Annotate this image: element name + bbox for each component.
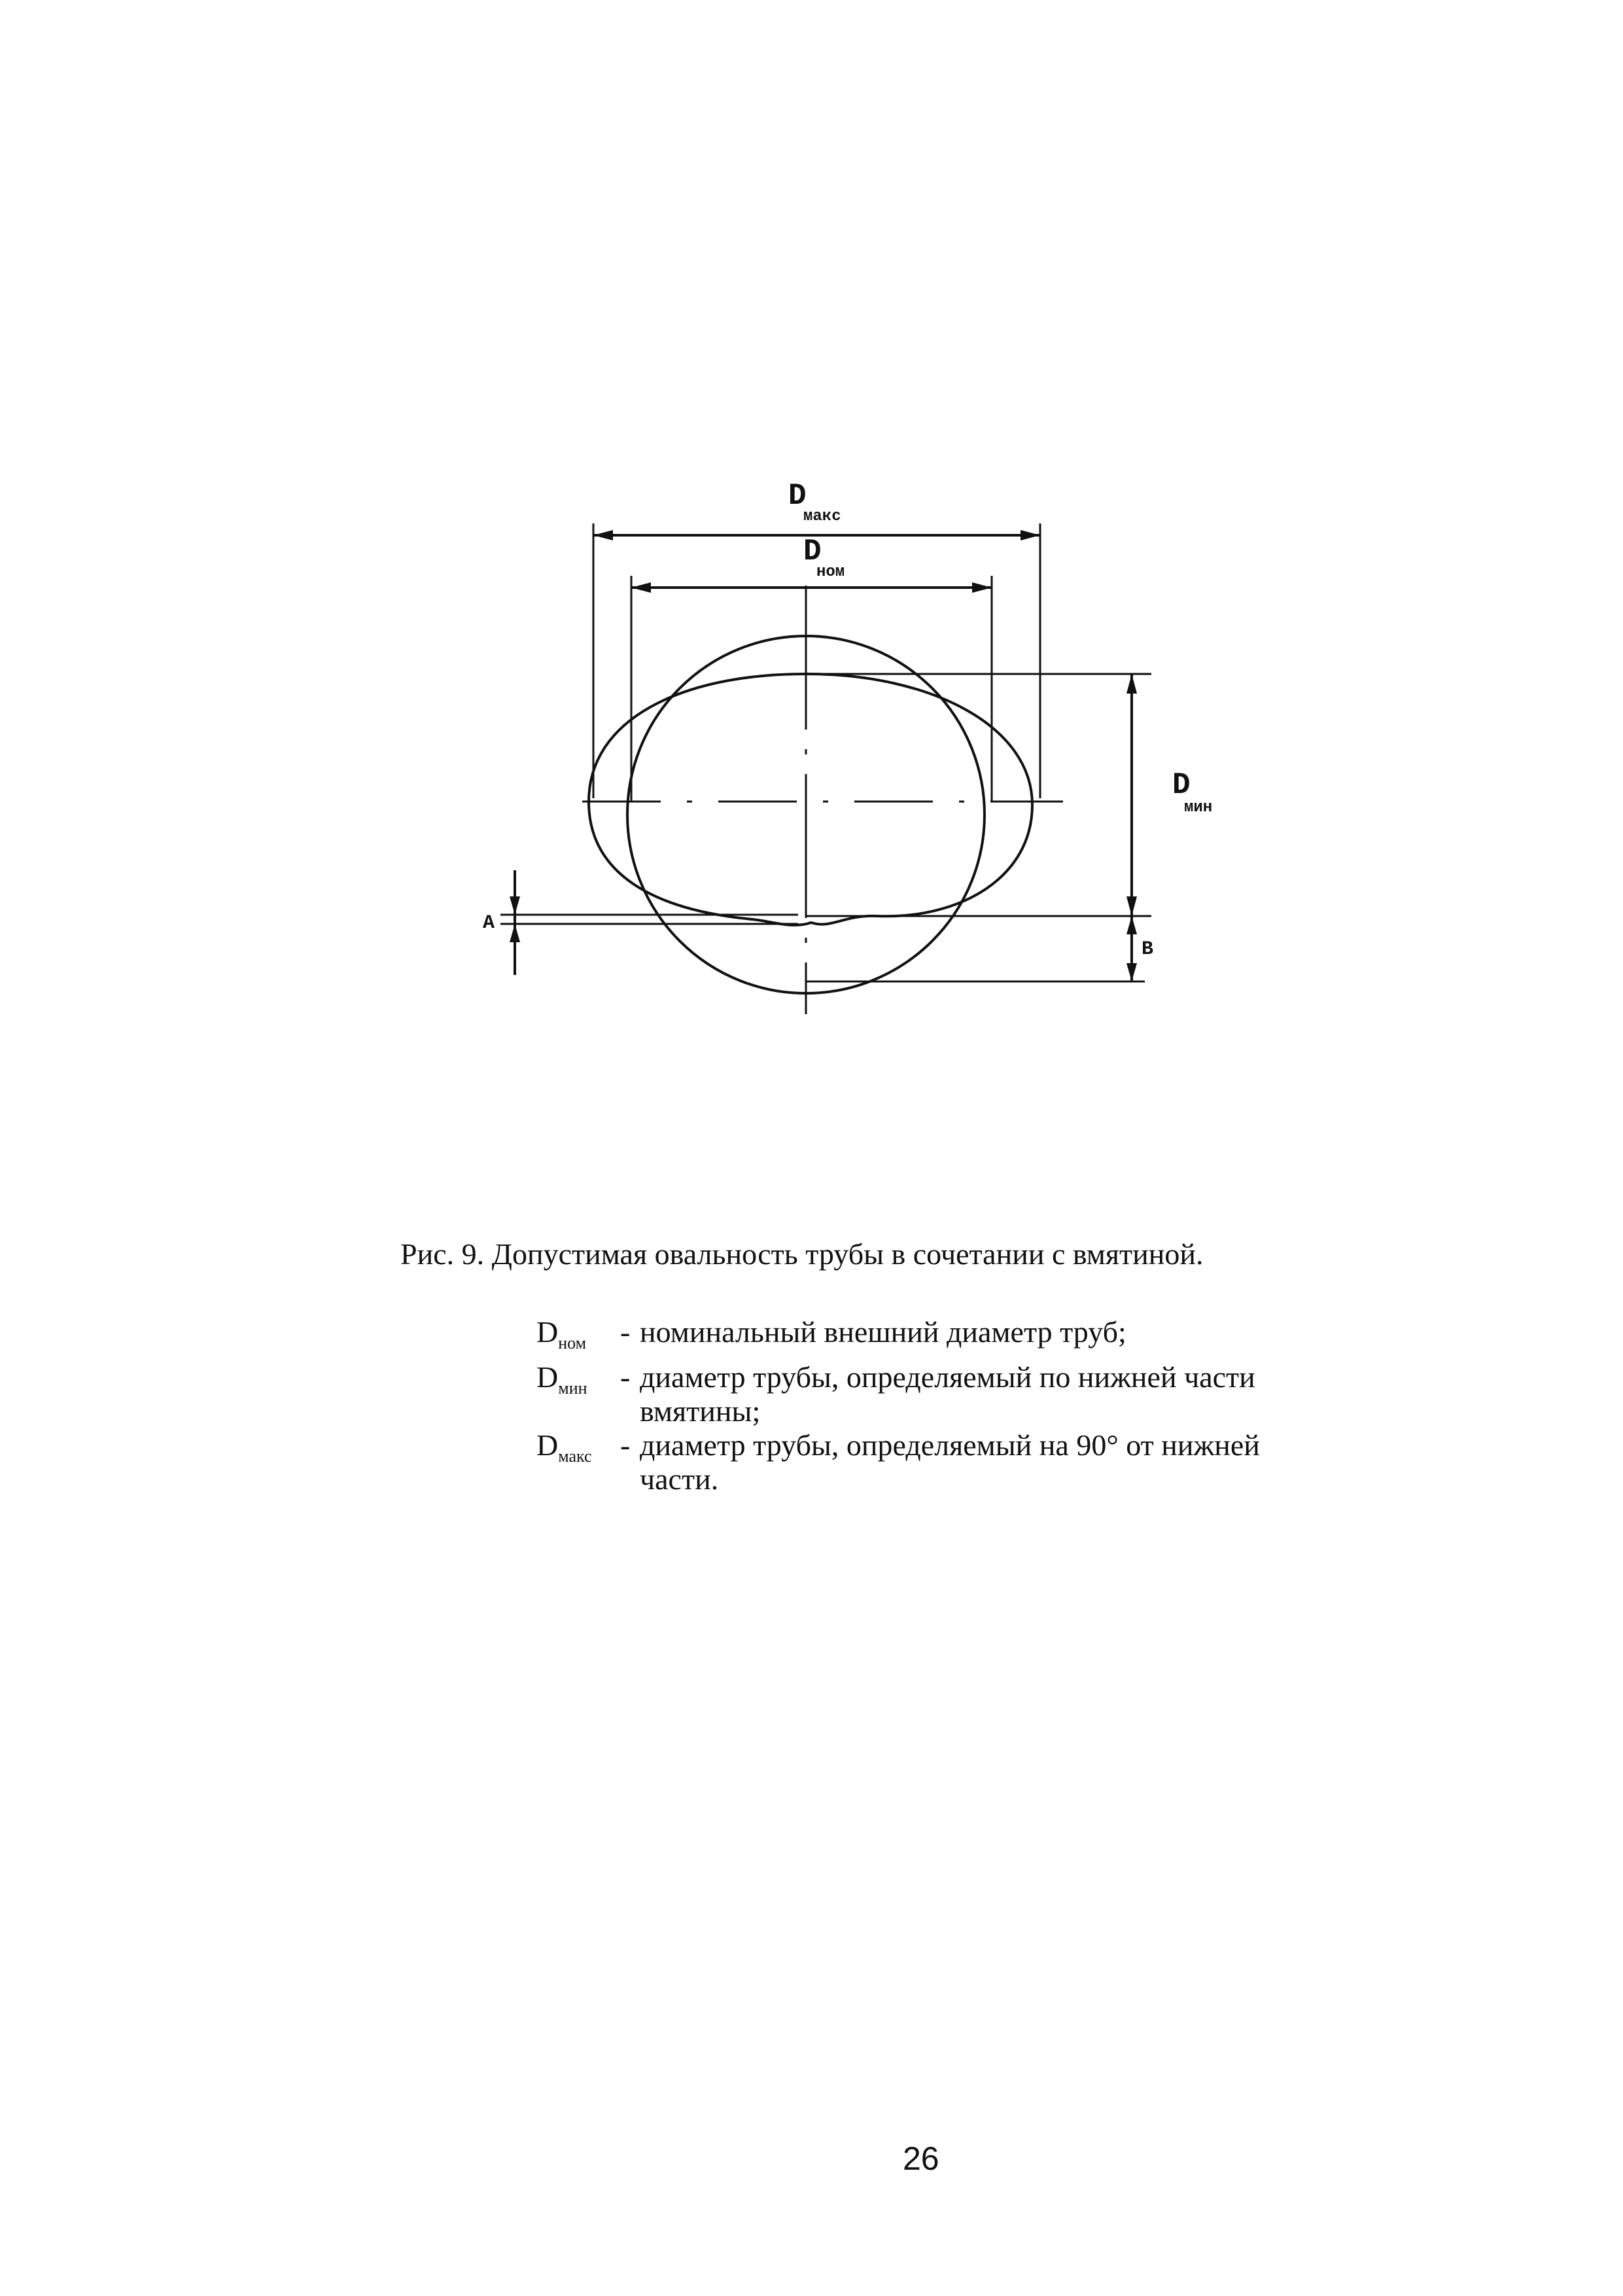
dnom-label: D	[803, 535, 822, 569]
dmax-label-sub: макс	[803, 508, 841, 525]
legend-desc: диаметр трубы, определяемый по нижней части вмятины;	[640, 1360, 1255, 1428]
legend-desc: номинальный внешний диаметр труб;	[640, 1315, 1126, 1349]
legend	[536, 1315, 1321, 1496]
legend-item-dmax: $D_{макс}$ - диаметр трубы, определяемый на 90° от нижней части.	[536, 1428, 1321, 1496]
a-label: А	[483, 912, 495, 934]
legend-item-dmin: $D_{мин}$ - диаметр трубы, определяемый по нижней части вмятины;	[536, 1360, 1321, 1428]
oval-pipe-outline	[589, 674, 1032, 925]
dmin-label: D	[1172, 768, 1191, 802]
dnom-label-sub: ном	[816, 563, 845, 581]
figure-caption: Рис. 9. Допустимая овальность трубы в сочетании с вмятиной.	[400, 1237, 1204, 1271]
legend-item-dnom: $D_{ном}$ - номинальный внешний диаметр труб;	[536, 1315, 1321, 1360]
legend-desc: диаметр трубы, определяемый на 90° от нижней части.	[640, 1428, 1260, 1496]
dmax-label: D	[788, 479, 807, 513]
page-number: 26	[903, 2140, 939, 2177]
b-label: В	[1142, 938, 1154, 961]
dmin-label-sub: мин	[1184, 799, 1213, 817]
